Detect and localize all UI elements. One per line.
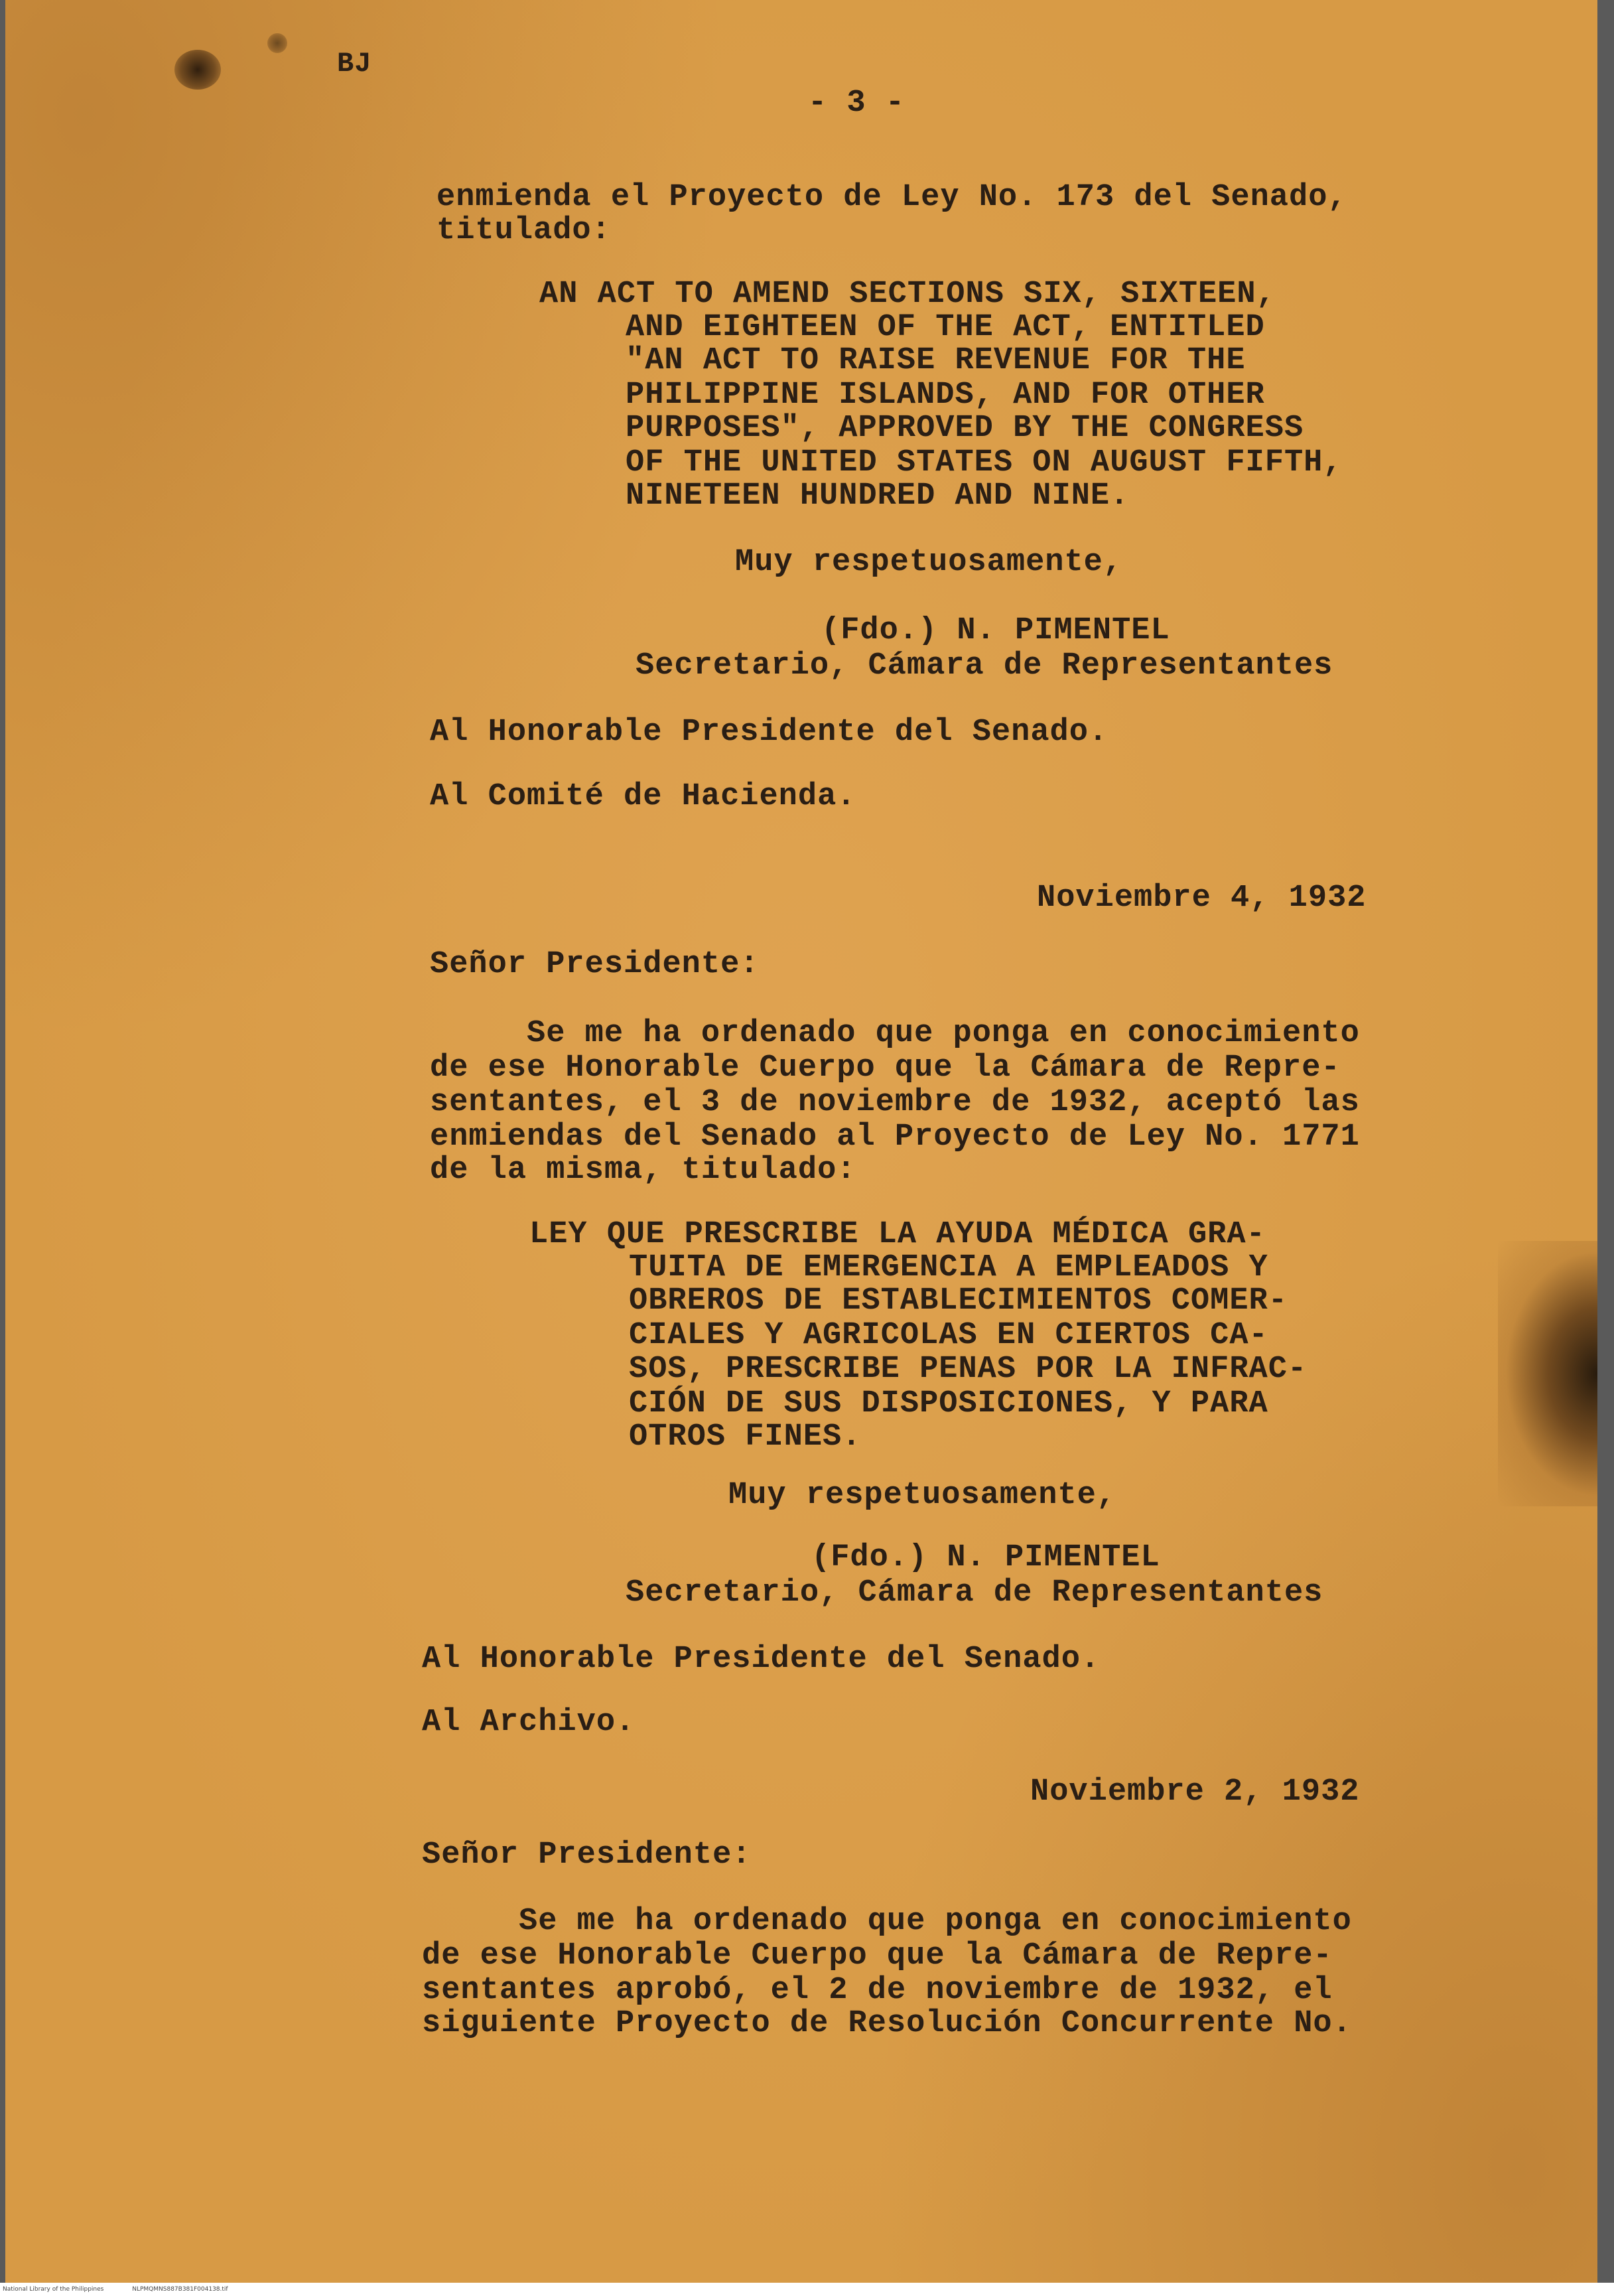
footer-file-id: NLPMQMNS887B381F004138.tif bbox=[132, 2286, 228, 2293]
routing-line: Al Comité de Hacienda. bbox=[430, 779, 856, 814]
letter-date: Noviembre 2, 1932 bbox=[1030, 1774, 1360, 1810]
footer-library: National Library of the Philippines bbox=[3, 2286, 104, 2293]
bill-title-line: SOS, PRESCRIBE PENAS POR LA INFRAC- bbox=[629, 1352, 1308, 1387]
document-page bbox=[5, 0, 1597, 2283]
bill-title-line: AND EIGHTEEN OF THE ACT, ENTITLED bbox=[626, 310, 1265, 345]
bill-title-line: CIALES Y AGRICOLAS EN CIERTOS CA- bbox=[629, 1318, 1268, 1353]
body-line: siguiente Proyecto de Resolución Concurrente No. bbox=[422, 2006, 1352, 2041]
bill-title-line: CIÓN DE SUS DISPOSICIONES, Y PARA bbox=[629, 1386, 1268, 1421]
routing-line: Al Archivo. bbox=[422, 1705, 636, 1740]
body-line: de la misma, titulado: bbox=[430, 1153, 856, 1188]
body-line: sentantes, el 3 de noviembre de 1932, aceptó las bbox=[430, 1085, 1360, 1120]
signature-title: Secretario, Cámara de Representantes bbox=[626, 1575, 1323, 1611]
page-number: - 3 - bbox=[808, 86, 906, 121]
routing-line: Al Honorable Presidente del Senado. bbox=[430, 715, 1109, 750]
body-line: Se me ha ordenado que ponga en conocimiento bbox=[430, 1016, 1360, 1051]
body-line: de ese Honorable Cuerpo que la Cámara de Repre- bbox=[430, 1050, 1341, 1086]
bill-title-line: OF THE UNITED STATES ON AUGUST FIFTH, bbox=[626, 445, 1343, 480]
initials: BJ bbox=[337, 48, 372, 80]
bill-title-line: PHILIPPINE ISLANDS, AND FOR OTHER bbox=[626, 378, 1265, 413]
salutation: Señor Presidente: bbox=[430, 947, 760, 982]
bill-title-line: TUITA DE EMERGENCIA A EMPLEADOS Y bbox=[629, 1250, 1268, 1285]
bill-title-line: NINETEEN HUNDRED AND NINE. bbox=[626, 478, 1130, 514]
scan-footer bbox=[0, 2283, 1614, 2296]
body-line: sentantes aprobó, el 2 de noviembre de 1932, el bbox=[422, 1973, 1333, 2008]
ink-stain bbox=[174, 50, 221, 90]
intro-line: enmienda el Proyecto de Ley No. 173 del Senado, bbox=[437, 180, 1347, 215]
bill-title-line: OTROS FINES. bbox=[629, 1419, 862, 1455]
closing: Muy respetuosamente, bbox=[728, 1478, 1116, 1513]
bill-title-line: "AN ACT TO RAISE REVENUE FOR THE bbox=[626, 343, 1246, 378]
bill-title-line: OBREROS DE ESTABLECIMIENTOS COMER- bbox=[629, 1283, 1288, 1319]
salutation: Señor Presidente: bbox=[422, 1837, 752, 1873]
bill-title-line: AN ACT TO AMEND SECTIONS SIX, SIXTEEN, bbox=[539, 277, 1276, 312]
burn-mark bbox=[1498, 1241, 1597, 1506]
closing: Muy respetuosamente, bbox=[735, 545, 1123, 580]
routing-line: Al Honorable Presidente del Senado. bbox=[422, 1642, 1101, 1677]
bill-title-line: LEY QUE PRESCRIBE LA AYUDA MÉDICA GRA- bbox=[529, 1217, 1266, 1252]
signature: (Fdo.) N. PIMENTEL bbox=[821, 613, 1170, 648]
signature-title: Secretario, Cámara de Representantes bbox=[636, 648, 1333, 683]
body-line: de ese Honorable Cuerpo que la Cámara de Repre- bbox=[422, 1938, 1333, 1973]
ink-stain-small bbox=[267, 33, 287, 53]
signature: (Fdo.) N. PIMENTEL bbox=[811, 1540, 1160, 1575]
letter-date: Noviembre 4, 1932 bbox=[1037, 881, 1367, 916]
bill-title-line: PURPOSES", APPROVED BY THE CONGRESS bbox=[626, 411, 1304, 446]
body-line: Se me ha ordenado que ponga en conocimiento bbox=[422, 1904, 1352, 1939]
body-line: enmiendas del Senado al Proyecto de Ley No. 1771 bbox=[430, 1119, 1360, 1155]
intro-line: titulado: bbox=[437, 213, 611, 248]
